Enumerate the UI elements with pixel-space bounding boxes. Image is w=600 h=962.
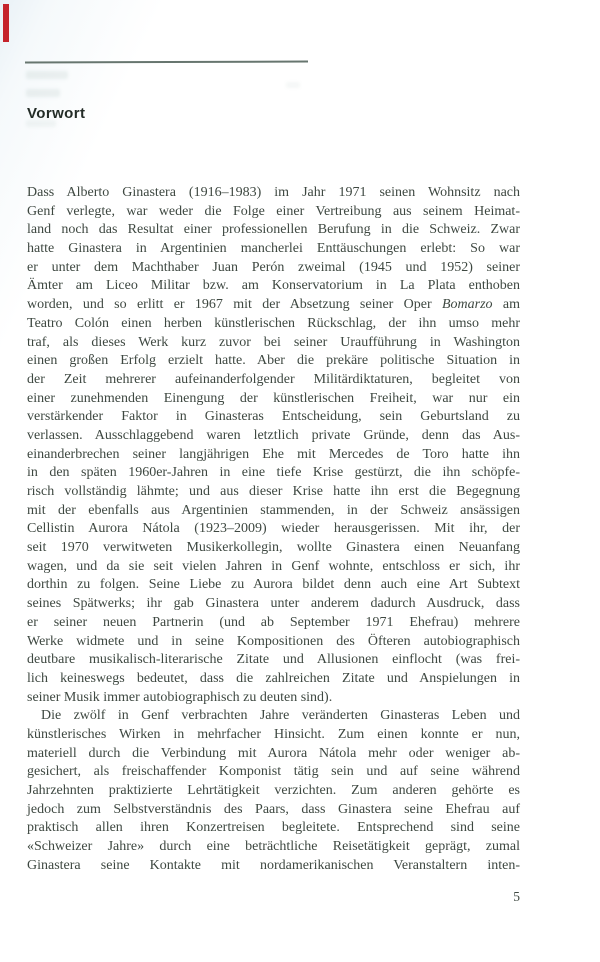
text-line: verstärkender Faktor in Ginasteras Entscheidung, sein Geburtsland zu [27,409,520,425]
text-line: risch vollständig lähmte; und aus dieser Krise hatte ihn erst die Begegnung [27,484,520,499]
text-line: seines Spätwerks; ihr gab Ginastera unter anderem dadurch Ausdruck, dass [27,596,520,612]
paragraph [27,707,520,875]
text-line: dorthin zu folgen. Seine Liebe zu Aurora bildet denn auch eine Art Subtext [27,577,520,593]
page-number: 5 [513,889,520,904]
text-line: Die zwölf in Genf verbrachten Jahre veränderten Ginasteras Leben und [41,708,520,724]
body-text [27,184,520,875]
text-line: land noch das Resultat einer professionellen Berufung in die Schweiz. Zwar [27,222,520,238]
text-line: wagen, und da sie seit vielen Jahren in Genf wohnte, entschloss er sich, ihr [27,558,520,574]
bleed-through-mark [26,71,68,79]
text-line: mit der ebenfalls aus Argentinien stammenden, in der Schweiz ansässigen [27,502,520,518]
text-line: er unter dem Machthaber Juan Perón zweimal (1945 und 1952) seiner [27,259,520,275]
text-line: Ginastera seine Kontakte mit nordamerikanischen Veranstaltern inten- [27,857,520,873]
header-rule [25,61,308,64]
text-line: Werke widmete und in seine Kompositionen des Öfteren autobiographisch [27,633,520,649]
text-line: praktisch allen ihren Konzertreisen begleitete. Entsprechend sind seine [27,820,520,836]
bleed-through-mark [286,82,300,88]
text-line: jedoch zum Selbstverständnis des Paars, dass Ginastera seine Ehefrau auf [27,801,520,817]
text-line: einer zunehmenden Einengung der künstlerischen Freiheit, war nur ein [27,390,520,406]
text-line: «Schweizer Jahre» durch eine beträchtliche Reisetätigkeit geprägt, zumal [27,839,520,855]
text-line: Ämter am Liceo Militar bzw. am Konservatorium in La Plata enthoben [27,278,520,294]
text-line: materiell durch die Verbindung mit Aurora Nátola mehr oder weniger ab- [27,745,520,761]
text-line: Genf verlegte, war weder die Folge einer Vertreibung aus seinem Heimat- [27,203,520,219]
text-line: seit 1970 verwitweten Musikerkollegin, wollte Ginastera einen Neuanfang [27,540,520,556]
text-line: Teatro Colón einen herben künstlerischen Rückschlag, der ihn umso mehr [27,315,520,331]
text-line: Dass Alberto Ginastera (1916–1983) im Jahr 1971 seinen Wohnsitz nach [27,185,520,200]
text-line: traf, als dieses Werk kurz zuvor bei seiner Uraufführung in Washington [27,334,520,350]
text-line: in den späten 1960er-Jahren in eine tiefe Krise gestürzt, die ihn schöpfe- [27,465,520,481]
text-line: künstlerisches Wirken in mehrfacher Hinsicht. Zum einen konnte er nun, [27,726,520,742]
bleed-through-mark [26,89,60,97]
page-title: Vorwort [27,105,86,123]
text-line: einanderbrechen seiner langjährigen Ehe mit Mercedes de Toro hatte ihn [27,446,520,462]
text-line: lich keineswegs bedeutet, dass die zahlreichen Zitate und Anspielungen in [27,670,520,686]
text-line: hatte Ginastera in Argentinien mancherlei Enttäuschungen erlebt: So war [27,241,520,257]
italic-title: Bomarzo [442,297,493,313]
text-line: worden, und so erlitt er 1967 mit der Absetzung seiner Oper Bomarzo am [27,297,521,313]
text-line: Jahrzehnten praktizierte Lehrtätigkeit verzichten. Zum anderen gehörte es [27,783,520,798]
text-line: einen großen Erfolg erzielt hatte. Aber die prekäre politische Situation in [27,353,520,369]
text-line: Cellistin Aurora Nátola (1923–2009) wieder herausgerissen. Mit ihr, der [27,521,520,537]
paragraph [27,184,520,707]
text-line: verlassen. Ausschlaggebend waren letztlich private Gründe, denn das Aus- [27,427,520,443]
text-line: seiner Musik immer autobiographisch zu deuten sind). [27,689,333,705]
text-line: gesichert, als freischaffender Komponist tätig sein und auf seine während [27,764,520,780]
text-line: der Zeit mehrerer aufeinanderfolgender Militärdiktaturen, begleitet von [27,371,520,387]
red-edge-mark [3,4,9,42]
text-line: deutbare musikalisch-literarische Zitate und Allusionen einflocht (was frei- [27,652,520,668]
text-line: er seiner neuen Partnerin (und ab September 1971 Ehefrau) mehrere [27,614,520,630]
